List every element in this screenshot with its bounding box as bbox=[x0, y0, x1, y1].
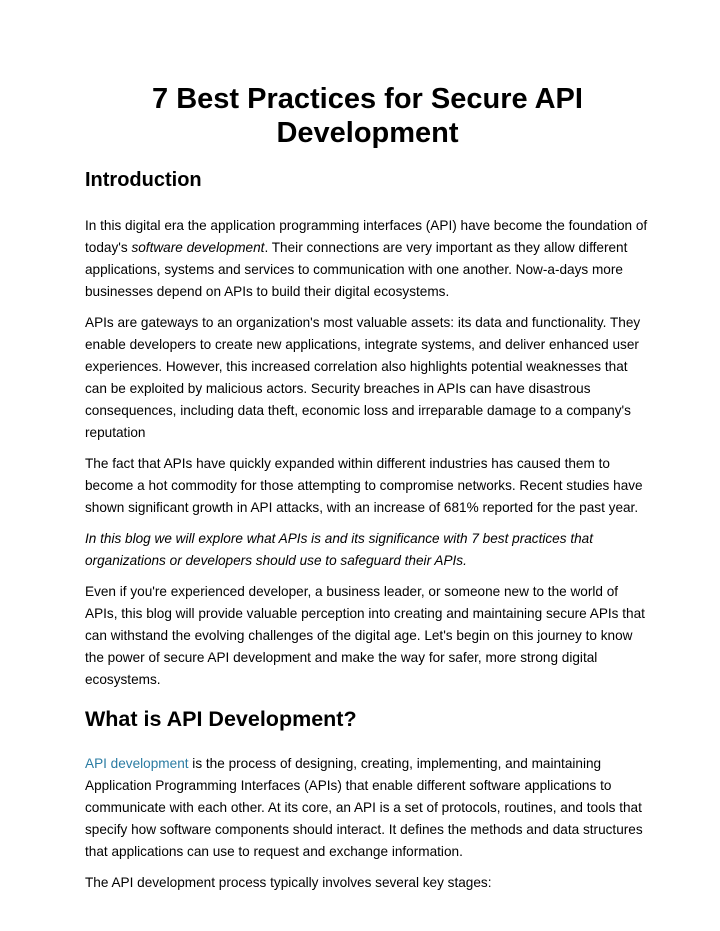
intro-paragraph-1-pre: In this digital era the application programming interfaces (API) have become the foundation of today's bbox=[85, 218, 648, 255]
intro-paragraph-2: APIs are gateways to an organization's most valuable assets: its data and functionality. They enable developers to create new applications, integrate systems, and deliver enhanced user experiences. However, this increased correlation also highlights potential weaknesses that can be exploited by malicious actors. Security breaches in APIs can have disastrous consequences, including data theft, economic loss and irreparable damage to a company's reputation bbox=[85, 315, 641, 440]
section-introduction bbox=[85, 168, 650, 691]
introduction-heading: Introduction bbox=[85, 169, 202, 191]
intro-paragraph-4-italic: In this blog we will explore what APIs is and its significance with 7 best practices that organizations or developers should use to safeguard their APIs. bbox=[85, 531, 593, 568]
what-is-paragraph-1-rest: is the process of designing, creating, implementing, and maintaining Application Programming Interfaces (APIs) that enable different software applications to communicate with each other. At its core, an API is a set of protocols, routines, and tools that specify how software components should interact. It defines the methods and data structures that applications can use to request and exchange information. bbox=[85, 756, 643, 859]
section-what-is-api-development bbox=[85, 705, 650, 894]
what-is-paragraph-1 bbox=[85, 753, 650, 863]
intro-paragraph-5: Even if you're experienced developer, a business leader, or someone new to the world of APIs, this blog will provide valuable perception into creating and maintaining secure APIs that can withstand the evolving challenges of the digital age. Let's begin on this journey to know the power of secure API development and make the way for safer, more strong digital ecosystems. bbox=[85, 584, 645, 687]
api-development-link[interactable]: API development bbox=[85, 756, 189, 771]
intro-paragraph-1-post: . Their connections are very important as they allow different applications, systems and services to communication with one another. Now-a-days more businesses depend on APIs to build their digital ecosystems. bbox=[85, 240, 628, 299]
intro-paragraph-3: The fact that APIs have quickly expanded within different industries has caused them to become a hot commodity for those attempting to compromise networks. Recent studies have shown significant growth in API attacks, with an increase of 681% reported for the past year. bbox=[85, 456, 643, 515]
what-is-api-development-heading: What is API Development? bbox=[85, 707, 357, 731]
intro-paragraph-1 bbox=[85, 215, 650, 303]
document-title: 7 Best Practices for Secure API Development bbox=[152, 83, 583, 149]
intro-paragraph-1-italic-phrase: software development bbox=[131, 240, 265, 255]
what-is-paragraph-2: The API development process typically involves several key stages: bbox=[85, 875, 492, 890]
